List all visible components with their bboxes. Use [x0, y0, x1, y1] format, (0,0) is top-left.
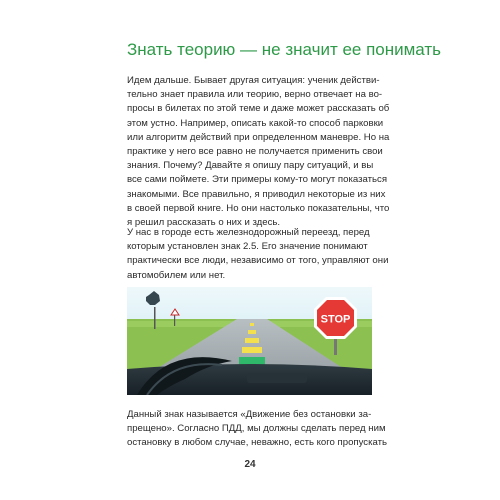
text-line: Данный знак называется «Движение без остановки за-: [127, 409, 372, 420]
text-line: в своей первой книге. Но они настолько показательны, что: [127, 202, 390, 214]
text-line: все сами поймете. Эти примеры кому-то могут показаться: [127, 174, 388, 186]
paragraph-3: [127, 408, 388, 451]
text-line: знания. Почему? Давайте я опишу пару ситуаций, и вы: [127, 160, 374, 172]
text-line: тельно знает правила или теорию, верно отвечает на во-: [127, 89, 383, 101]
text-line: я решил рассказать о них и здесь.: [127, 217, 281, 229]
page-number: 24: [244, 459, 256, 470]
text-line: практике у него все равно не получается применить свои: [127, 146, 383, 158]
text-line: знакомыми. Все правильно, я приводил некоторые из них: [127, 188, 386, 200]
text-line: или алгоритм действий при определенном маневре. Но на: [127, 131, 390, 143]
road-illustration: [127, 287, 372, 395]
text-line: остановку в любом случае, неважно, есть кого пропускать: [127, 437, 388, 449]
stop-sign-text: STOP: [320, 313, 351, 326]
text-line: которым установлен знак 2.5. Его значение понимают: [127, 241, 368, 253]
text-line: прещено». Согласно ПДД, мы должны сделать перед ним: [127, 423, 386, 435]
paragraph-2: [127, 226, 389, 283]
section-heading: Знать теорию — не значит ее понимать: [127, 40, 442, 59]
text-line: практически все люди, независимо от того, управляют они: [127, 255, 389, 267]
text-line: У нас в городе есть железнодорожный переезд, перед: [127, 227, 370, 238]
paragraph-1: [127, 74, 390, 230]
text-line: Идем дальше. Бывает другая ситуация: ученик действи-: [127, 75, 380, 86]
text-line: этом устно. Например, описать какой-то способ парковки: [127, 117, 384, 129]
text-line: автомобилем или нет.: [127, 269, 226, 281]
text-line: просы в билетах по этой теме и даже может рассказать об: [127, 103, 390, 115]
